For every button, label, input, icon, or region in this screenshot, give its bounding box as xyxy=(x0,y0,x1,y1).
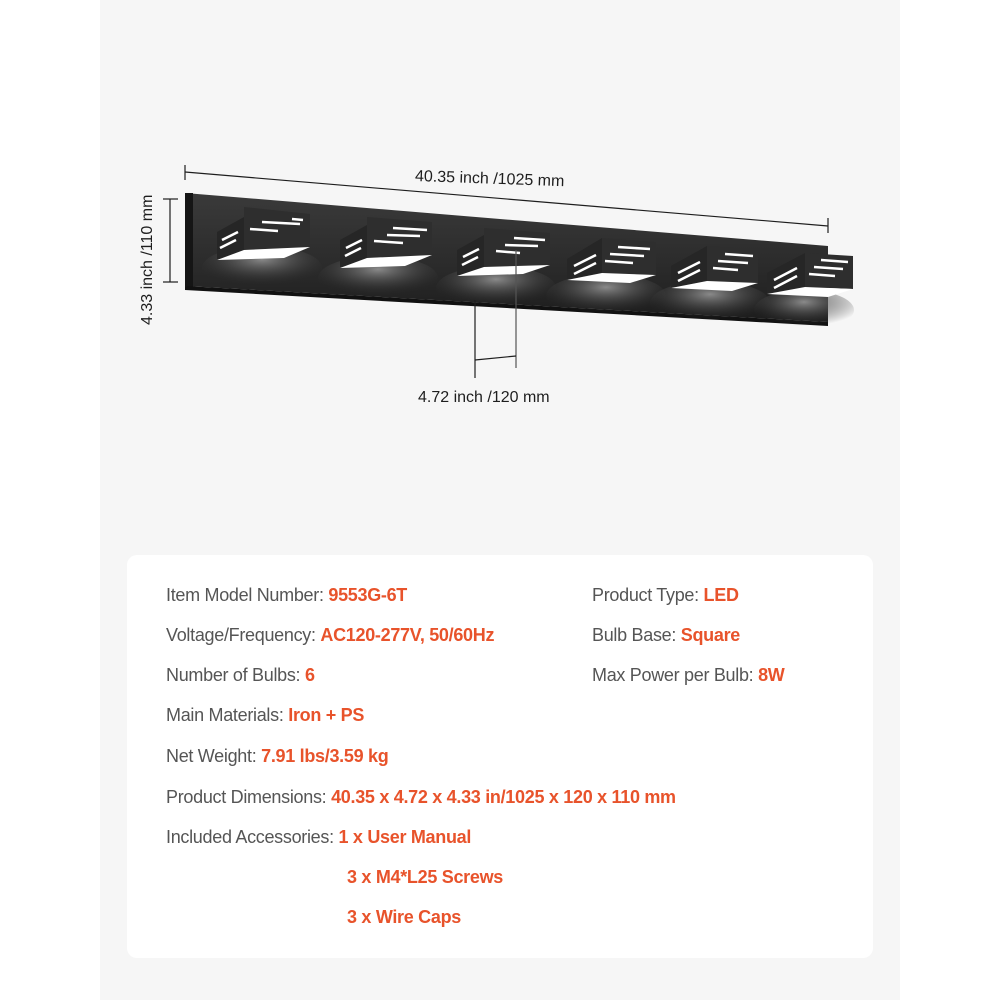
spec-materials xyxy=(166,705,364,726)
spec-bulb-base xyxy=(592,625,740,646)
depth-dimension-label: 4.72 inch /120 mm xyxy=(418,389,550,406)
spec-label: Max Power per Bulb: xyxy=(592,665,759,685)
spec-value: 9553G-6T xyxy=(328,585,408,605)
spec-value: 8W xyxy=(758,665,785,685)
spec-voltage xyxy=(166,625,494,646)
spec-label: Net Weight: xyxy=(166,746,262,766)
spec-label: Item Model Number: xyxy=(166,585,329,605)
spec-model-number xyxy=(166,585,407,606)
spec-bulb-count xyxy=(166,665,315,686)
spec-label: Product Type: xyxy=(592,585,704,605)
spec-product-type xyxy=(592,585,739,606)
spec-accessories xyxy=(166,827,471,848)
spec-value: LED xyxy=(703,585,739,605)
spec-value: Iron + PS xyxy=(288,705,365,725)
spec-value: Square xyxy=(680,625,740,645)
accessory-screws: 3 x M4*L25 Screws xyxy=(347,867,503,887)
spec-value: 7.91 lbs/3.59 kg xyxy=(261,746,389,766)
width-dimension-label: 40.35 inch /1025 mm xyxy=(414,168,565,191)
spec-label: Number of Bulbs: xyxy=(166,665,305,685)
spec-value: 6 xyxy=(304,665,315,685)
height-dimension-label: 4.33 inch /110 mm xyxy=(139,194,156,325)
spec-max-power xyxy=(592,665,784,686)
spec-value: 1 x User Manual xyxy=(338,827,472,847)
accessory-wire-caps: 3 x Wire Caps xyxy=(347,907,461,927)
spec-value: 40.35 x 4.72 x 4.33 in/1025 x 120 x 110 mm xyxy=(331,787,676,807)
spec-label: Main Materials: xyxy=(166,705,289,725)
spec-net-weight xyxy=(166,746,388,767)
spec-label: Included Accessories: xyxy=(166,827,339,847)
spec-dimensions xyxy=(166,787,676,808)
spec-value: AC120-277V, 50/60Hz xyxy=(320,625,495,645)
spec-label: Voltage/Frequency: xyxy=(166,625,321,645)
spec-label: Bulb Base: xyxy=(592,625,681,645)
spec-label: Product Dimensions: xyxy=(166,787,332,807)
